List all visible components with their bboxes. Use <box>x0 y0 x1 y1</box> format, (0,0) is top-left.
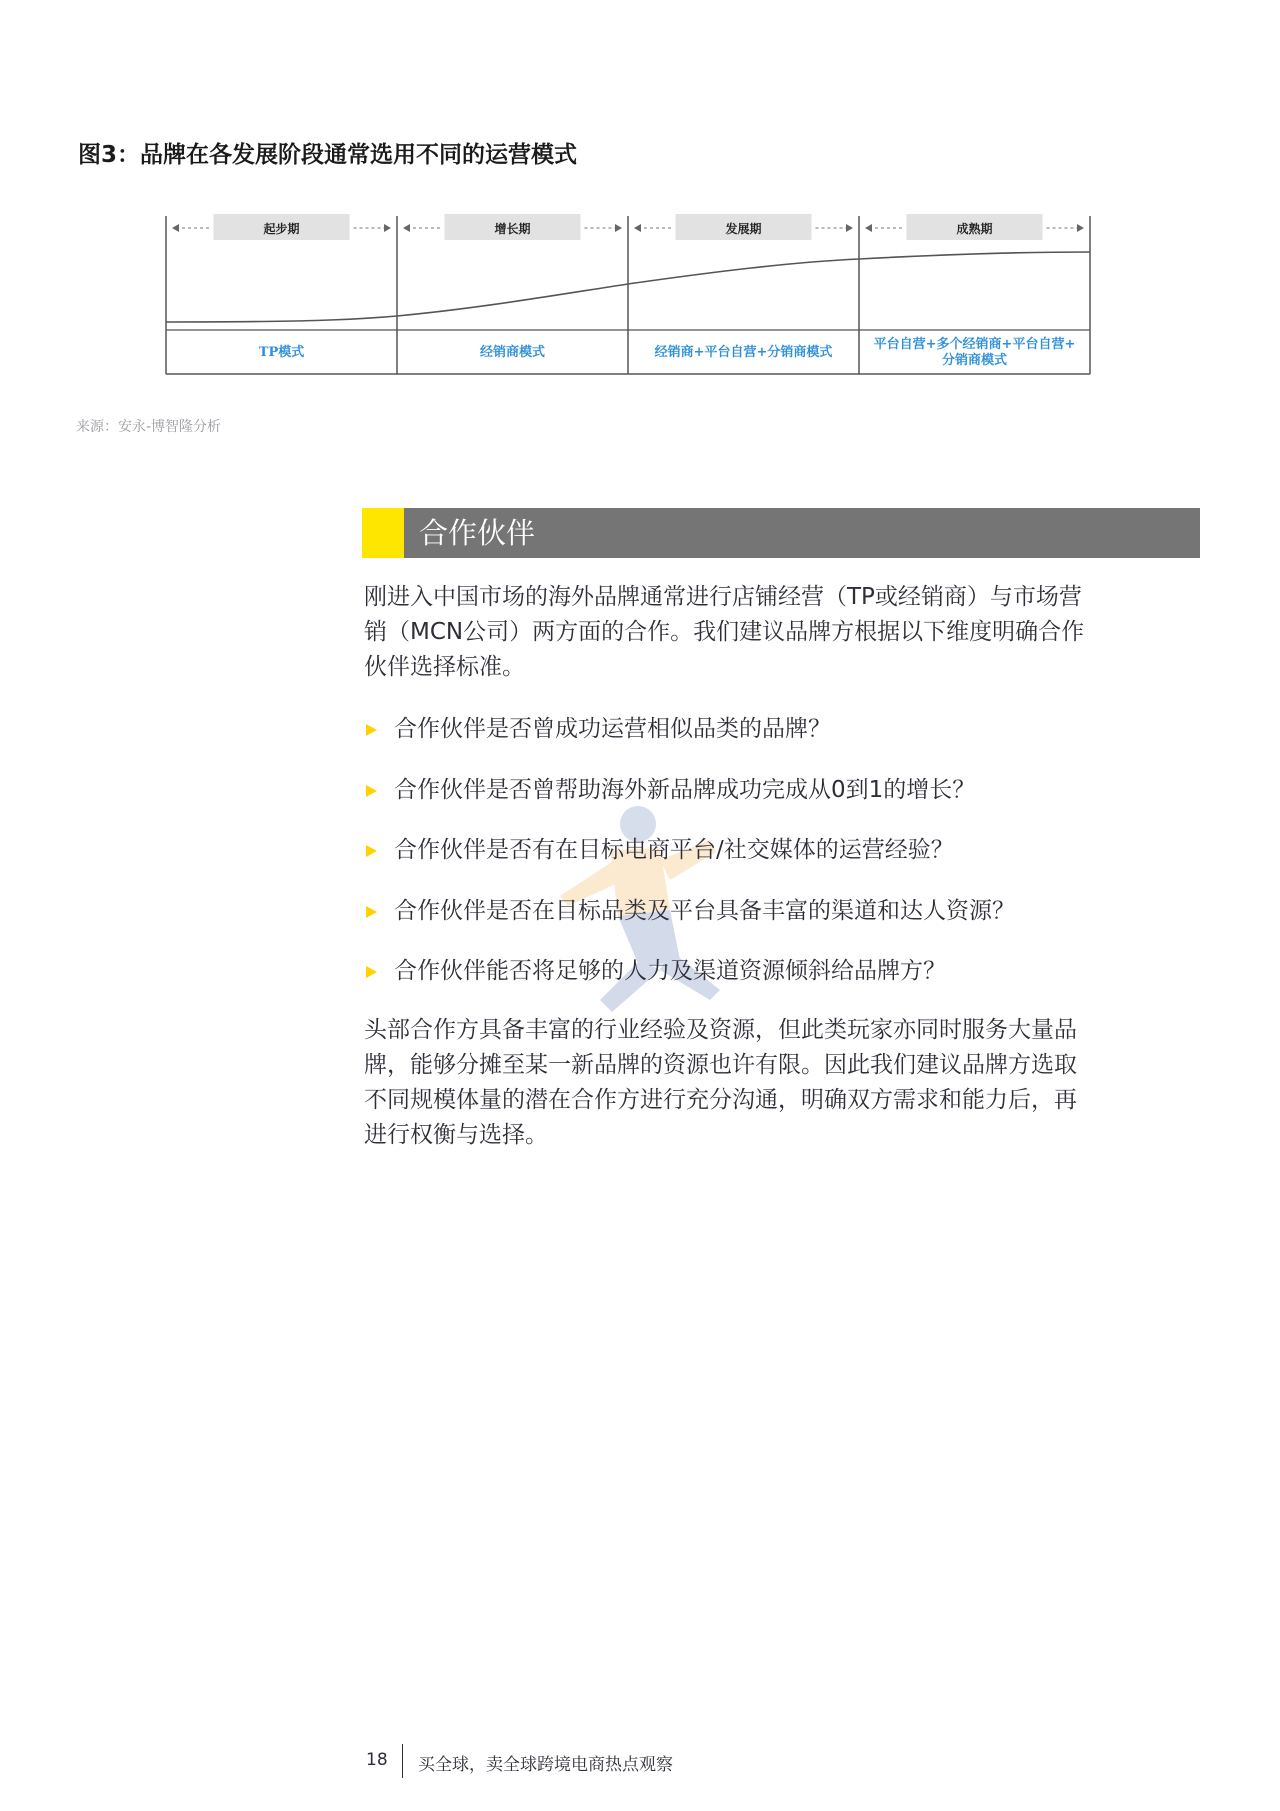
criteria-list <box>364 712 1184 1015</box>
bullet-triangle-icon <box>366 845 377 857</box>
bullet-triangle-icon <box>366 906 377 918</box>
figure-title: 图3：品牌在各发展阶段通常选用不同的运营模式 <box>78 142 578 168</box>
stage-header <box>634 214 853 240</box>
stage-diagram <box>162 212 1110 382</box>
list-item-text: 合作伙伴能否将足够的人力及渠道资源倾斜给品牌方？ <box>394 958 946 984</box>
list-item <box>364 833 1184 868</box>
stage-header <box>865 214 1084 240</box>
stage-label: 增长期 <box>494 222 531 236</box>
mode-label: 分销商模式 <box>941 353 1008 368</box>
list-item-text: 合作伙伴是否有在目标电商平台/社交媒体的运营经验？ <box>394 837 954 863</box>
intro-paragraph <box>364 580 1184 685</box>
mode-label: TP模式 <box>258 345 305 360</box>
mode-label: 平台自营+多个经销商+平台自营+ <box>873 337 1076 352</box>
arrow-right-icon <box>615 224 622 232</box>
section-accent <box>362 508 404 558</box>
arrow-right-icon <box>846 224 853 232</box>
stage-label: 起步期 <box>263 222 300 236</box>
closing-line: 不同规模体量的潜在合作方进行充分沟通，明确双方需求和能力后，再 <box>364 1087 1077 1113</box>
arrow-right-icon <box>384 224 391 232</box>
list-item-text: 合作伙伴是否曾帮助海外新品牌成功完成从0到1的增长？ <box>394 776 976 803</box>
footer-title: 买全球，卖全球跨境电商热点观察 <box>418 1755 673 1775</box>
bullet-triangle-icon <box>366 785 377 797</box>
figure-source: 来源：安永-博智隆分析 <box>76 419 222 435</box>
intro-line: 刚进入中国市场的海外品牌通常进行店铺经营（TP或经销商）与市场营 <box>364 584 1082 610</box>
stage-label: 成熟期 <box>956 222 993 236</box>
section-header <box>362 508 1200 558</box>
arrow-left-icon <box>172 224 179 232</box>
arrow-left-icon <box>865 224 872 232</box>
closing-line: 牌，能够分摊至某一新品牌的资源也许有限。因此我们建议品牌方选取 <box>364 1052 1077 1078</box>
intro-line: 销（MCN公司）两方面的合作。我们建议品牌方根据以下维度明确合作 <box>364 619 1085 645</box>
section-title: 合作伙伴 <box>419 516 536 550</box>
list-item <box>364 954 1184 989</box>
closing-paragraph <box>364 1013 1184 1153</box>
bullet-triangle-icon <box>366 724 377 736</box>
list-item <box>364 712 1184 747</box>
stage-label: 发展期 <box>725 222 762 236</box>
closing-line: 进行权衡与选择。 <box>364 1122 548 1148</box>
stage-header <box>172 214 391 240</box>
list-item <box>364 773 1184 808</box>
list-item-text: 合作伙伴是否曾成功运营相似品类的品牌？ <box>394 716 831 742</box>
arrow-left-icon <box>634 224 641 232</box>
intro-line: 伙伴选择标准。 <box>364 654 525 680</box>
bullet-triangle-icon <box>366 966 377 978</box>
list-item-text: 合作伙伴是否在目标品类及平台具备丰富的渠道和达人资源？ <box>394 897 1015 924</box>
stage-header <box>403 214 622 240</box>
arrow-left-icon <box>403 224 410 232</box>
mode-label: 经销商+平台自营+分销商模式 <box>654 345 833 360</box>
footer-divider <box>402 1744 403 1778</box>
closing-line: 头部合作方具备丰富的行业经验及资源，但此类玩家亦同时服务大量品 <box>364 1017 1077 1043</box>
arrow-right-icon <box>1077 224 1084 232</box>
page-number: 18 <box>366 1750 388 1770</box>
mode-label: 经销商模式 <box>479 345 546 360</box>
list-item <box>364 894 1184 929</box>
